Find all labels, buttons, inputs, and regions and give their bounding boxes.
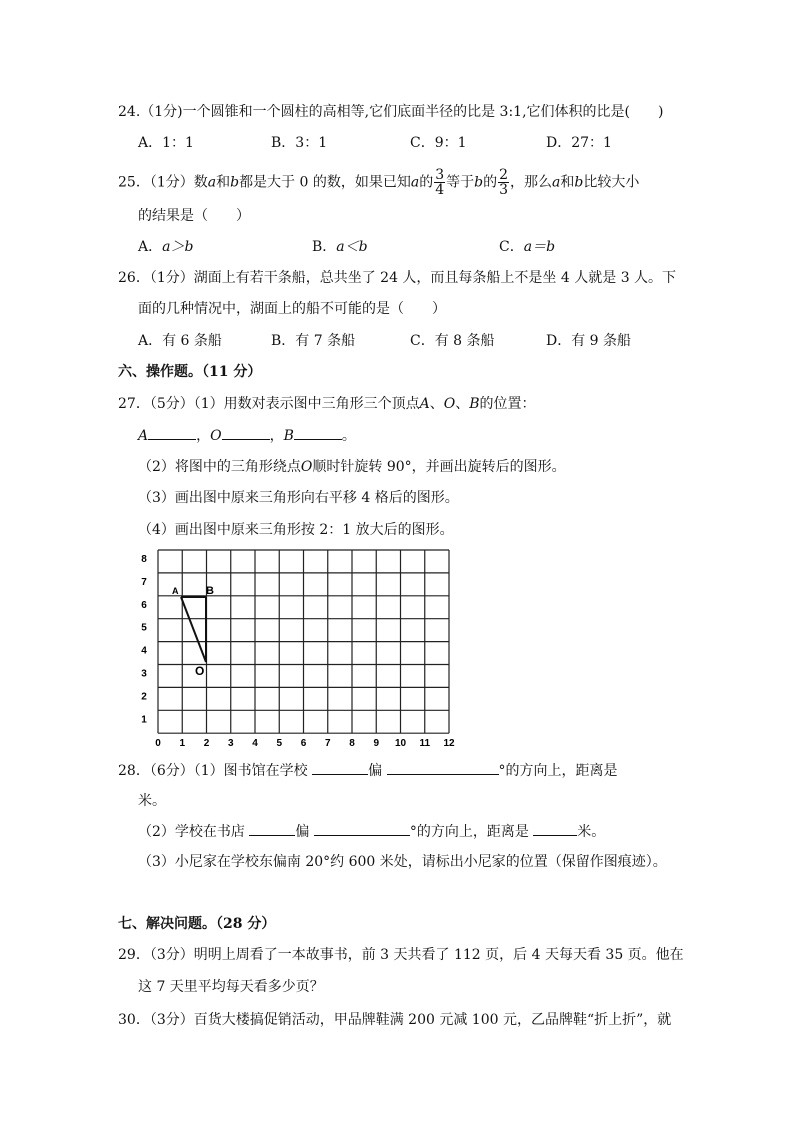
x-tick-label: 3	[227, 738, 234, 748]
x-tick-label: 8	[349, 738, 355, 748]
point-b-label: B	[206, 585, 214, 597]
q25-prefix: 25．（1分）数	[118, 174, 208, 191]
grid-lines	[158, 550, 449, 733]
q26-option-c: C．有 8 条船	[410, 333, 495, 349]
q24-option-d: D．27：1	[546, 135, 612, 151]
blank-angle-2[interactable]	[314, 821, 410, 836]
blank-angle-1[interactable]	[387, 760, 499, 775]
x-tick-label: 5	[276, 738, 283, 748]
y-tick-label: 3	[141, 668, 147, 680]
triangle-side-ao	[181, 597, 206, 662]
q25-and2: 和	[560, 174, 575, 191]
q28-line1: 28．（6分）（1）图书馆在学校 偏 °的方向上，距离是	[118, 760, 618, 781]
var-a: a	[207, 174, 217, 191]
x-tick-label: 1	[179, 738, 186, 748]
q27-sub3: （3）画出图中原来三角形向右平移 4 格后的图形。	[138, 490, 459, 506]
coordinate-grid	[132, 546, 457, 748]
q28-sub3: （3）小尼家在学校东偏南 20°约 600 米处，请标出小尼家的位置（保留作图痕迹）。	[138, 854, 667, 870]
q25-of2: 的	[483, 174, 498, 191]
blank-direction-2[interactable]	[249, 821, 295, 836]
blank-a[interactable]	[148, 425, 196, 440]
q26-option-d: D．有 9 条船	[546, 333, 632, 349]
q25-mid1: 都是大于 0 的数，如果已知	[239, 174, 411, 191]
q28-sub2: （2）学校在书店 偏 °的方向上，距离是 米。	[138, 821, 605, 842]
var-b: b	[474, 174, 484, 191]
x-tick-label: 10	[394, 738, 407, 748]
y-tick-label: 1	[141, 714, 147, 726]
q24-option-b: B．3：1	[271, 135, 328, 151]
blank-o[interactable]	[222, 425, 270, 440]
y-tick-label: 7	[141, 576, 147, 588]
q29-line1: 29．（3分）明明上周看了一本故事书，前 3 天共看了 112 页，后 4 天每天看 35 页。他在	[118, 947, 684, 963]
q25-eq: 等于	[446, 174, 475, 191]
y-tick-label: 5	[141, 622, 147, 634]
q25-stem	[118, 168, 639, 197]
y-tick-label: 2	[141, 691, 147, 703]
y-tick-label: 8	[141, 554, 147, 565]
q28-line2: 米。	[138, 793, 166, 809]
q29-line2: 这 7 天里平均每天看多少页？	[138, 979, 324, 995]
q25-tail2: 比较大小	[583, 174, 640, 191]
q26-line2: 面的几种情况中，湖面上的船不可能的是（ ）	[138, 301, 446, 317]
section-6-title: 六、操作题。（11 分）	[118, 364, 262, 380]
var-b: b	[230, 174, 240, 191]
q26-option-b: B．有 7 条船	[271, 333, 356, 349]
q24-option-c: C．9：1	[410, 135, 467, 151]
fraction-3-4: $\frac{3}{4}$	[435, 167, 445, 198]
q26-line1: 26．（1分）湖面上有若干条船，总共坐了 24 人，而且每条船上不是坐 4 人就是 3 人。下	[118, 270, 677, 286]
var-a: a	[410, 174, 420, 191]
point-a-label: A	[172, 586, 179, 596]
var-b: b	[574, 174, 584, 191]
q27-line1: 27．（5分）（1）用数对表示图中三角形三个顶点A、O、B的位置：	[118, 396, 536, 412]
q25-tail: ，那么	[510, 174, 553, 191]
q25-option-c: C．a＝b	[499, 239, 556, 255]
x-tick-label: 12	[443, 738, 455, 748]
q24-stem: 24.（1分)一个圆锥和一个圆柱的高相等,它们底面半径的比是 3:1,它们体积的比是( )	[118, 104, 664, 120]
x-tick-label: 7	[324, 738, 331, 748]
x-tick-label: 2	[203, 738, 210, 748]
y-tick-label: 4	[141, 645, 147, 657]
q25-line2: 的结果是（ ）	[138, 208, 250, 224]
x-tick-label: 9	[373, 738, 380, 748]
section-7-title: 七、解决问题。（28 分）	[118, 916, 276, 932]
grid-labels	[141, 554, 455, 748]
point-o-label: O	[195, 664, 205, 678]
q25-option-a: A．a＞b	[138, 239, 194, 255]
q30-line1: 30．（3分）百货大楼搞促销活动，甲品牌鞋满 200 元减 100 元，乙品牌鞋“折上折”，就	[118, 1012, 672, 1028]
q25-option-b: B．a＜b	[312, 239, 368, 255]
y-tick-label: 6	[141, 599, 147, 611]
q27-sub4: （4）画出图中原来三角形按 2：1 放大后的图形。	[138, 522, 454, 538]
blank-b[interactable]	[294, 425, 342, 440]
q25-of1: 的	[419, 174, 434, 191]
var-a: a	[552, 174, 561, 191]
x-tick-label: 0	[155, 738, 161, 748]
x-tick-label: 4	[252, 738, 258, 748]
fraction-2-3: $\frac{2}{3}$	[499, 167, 509, 198]
q27-sub2: （2）将图中的三角形绕点O顺时针旋转 90°，并画出旋转后的图形。	[138, 459, 566, 475]
q24-option-a: A．1：1	[138, 135, 194, 151]
q27-answer-blanks: A ，O ，B 。	[138, 425, 356, 446]
x-tick-label: 11	[419, 738, 431, 748]
blank-distance-2[interactable]	[533, 821, 577, 836]
x-tick-label: 6	[300, 738, 307, 748]
q25-and: 和	[216, 174, 231, 191]
blank-direction-1[interactable]	[312, 760, 368, 775]
q26-option-a: A．有 6 条船	[138, 333, 222, 349]
